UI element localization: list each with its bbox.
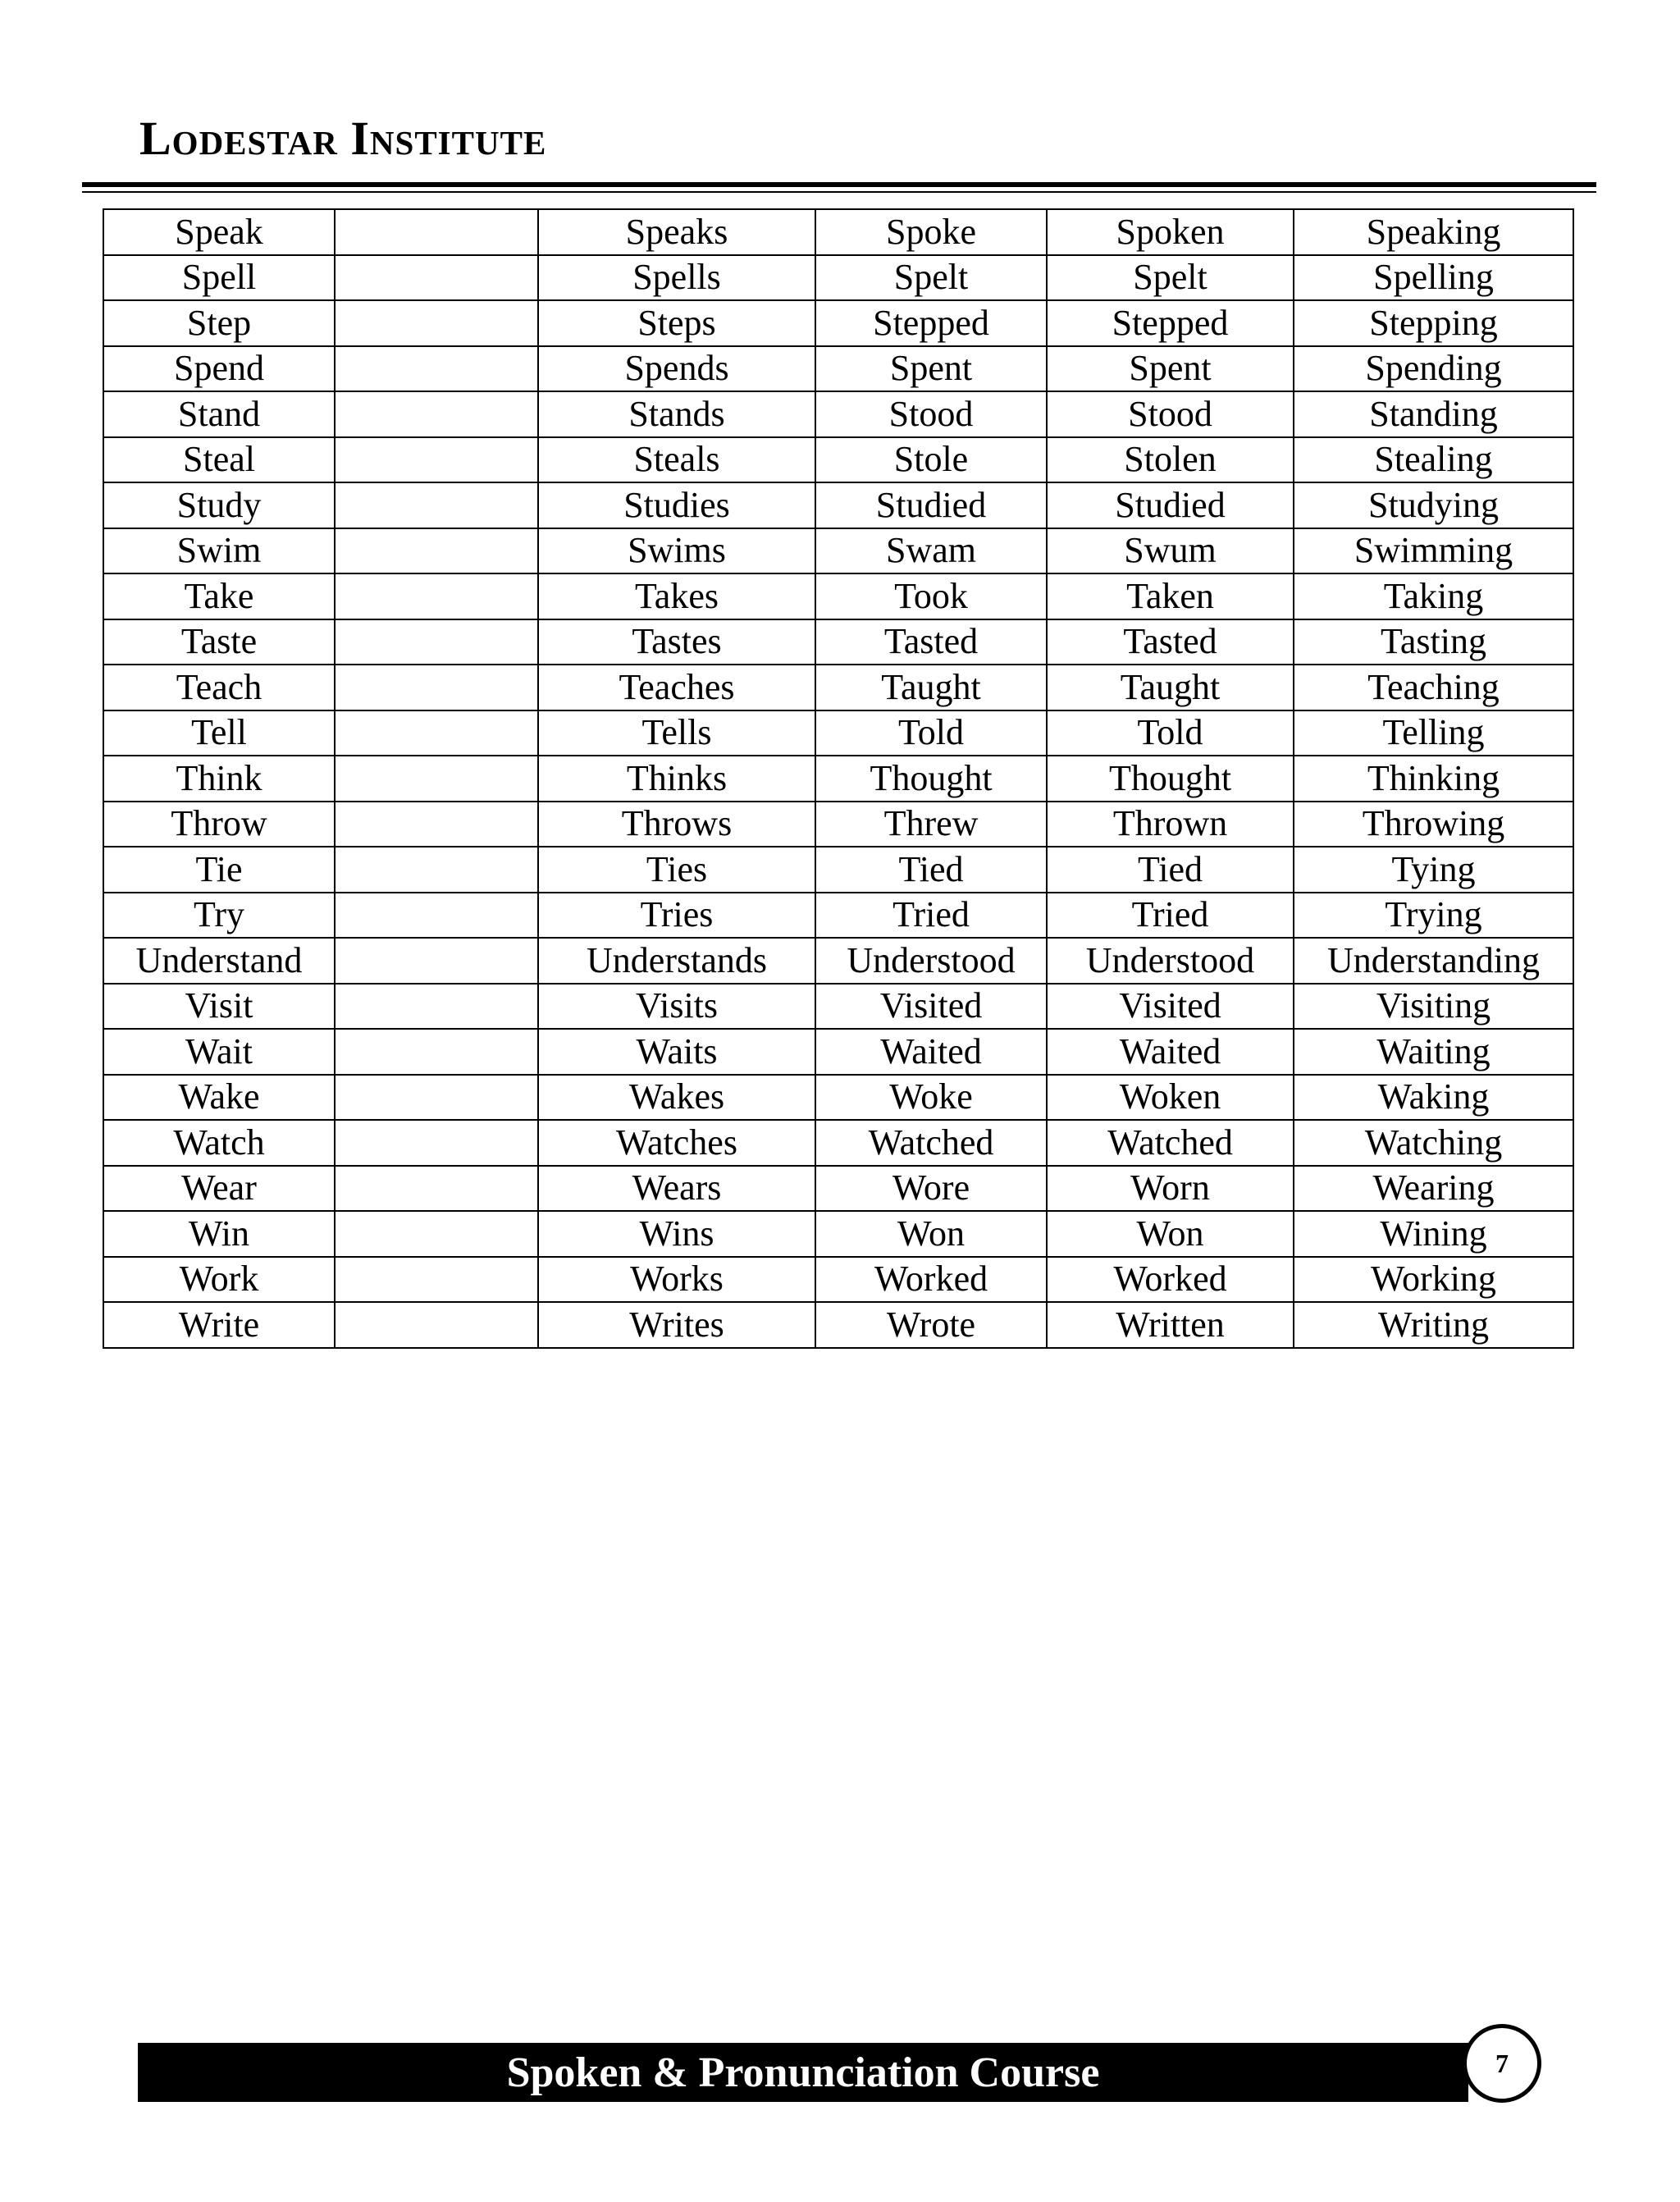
cell-base-form: Steal bbox=[103, 437, 335, 483]
table-row bbox=[103, 1211, 1573, 1257]
table-row bbox=[103, 710, 1573, 756]
cell-base-form: Visit bbox=[103, 984, 335, 1030]
cell-base-form: Watch bbox=[103, 1120, 335, 1166]
cell-present-participle: Stepping bbox=[1294, 300, 1573, 346]
cell-blank bbox=[335, 847, 538, 893]
cell-past-simple: Spelt bbox=[815, 255, 1047, 301]
page-number: 7 bbox=[1495, 2048, 1509, 2078]
cell-base-form: Speak bbox=[103, 209, 335, 255]
cell-past-participle: Spelt bbox=[1047, 255, 1294, 301]
table-row bbox=[103, 1029, 1573, 1075]
cell-past-participle: Thought bbox=[1047, 756, 1294, 802]
cell-third-person: Teaches bbox=[538, 665, 815, 710]
cell-past-simple: Stole bbox=[815, 437, 1047, 483]
table-row bbox=[103, 1120, 1573, 1166]
cell-base-form: Spell bbox=[103, 255, 335, 301]
cell-base-form: Stand bbox=[103, 391, 335, 437]
cell-base-form: Swim bbox=[103, 528, 335, 574]
cell-present-participle: Swimming bbox=[1294, 528, 1573, 574]
cell-past-participle: Visited bbox=[1047, 984, 1294, 1030]
cell-present-participle: Visiting bbox=[1294, 984, 1573, 1030]
cell-present-participle: Understanding bbox=[1294, 938, 1573, 984]
table-row bbox=[103, 893, 1573, 939]
cell-past-participle: Taught bbox=[1047, 665, 1294, 710]
cell-base-form: Understand bbox=[103, 938, 335, 984]
cell-third-person: Works bbox=[538, 1257, 815, 1303]
table-row bbox=[103, 437, 1573, 483]
cell-present-participle: Spelling bbox=[1294, 255, 1573, 301]
cell-past-participle: Stood bbox=[1047, 391, 1294, 437]
page-number-badge bbox=[1463, 2024, 1541, 2103]
cell-present-participle: Thinking bbox=[1294, 756, 1573, 802]
cell-base-form: Study bbox=[103, 482, 335, 528]
cell-third-person: Steals bbox=[538, 437, 815, 483]
cell-base-form: Think bbox=[103, 756, 335, 802]
cell-past-simple: Worked bbox=[815, 1257, 1047, 1303]
cell-past-simple: Understood bbox=[815, 938, 1047, 984]
cell-third-person: Tastes bbox=[538, 619, 815, 665]
cell-base-form: Tell bbox=[103, 710, 335, 756]
cell-present-participle: Spending bbox=[1294, 346, 1573, 392]
cell-base-form: Throw bbox=[103, 802, 335, 847]
cell-past-simple: Wrote bbox=[815, 1302, 1047, 1348]
table-row bbox=[103, 300, 1573, 346]
cell-past-participle: Watched bbox=[1047, 1120, 1294, 1166]
cell-third-person: Ties bbox=[538, 847, 815, 893]
cell-present-participle: Throwing bbox=[1294, 802, 1573, 847]
table-row bbox=[103, 984, 1573, 1030]
cell-blank bbox=[335, 1302, 538, 1348]
cell-third-person: Waits bbox=[538, 1029, 815, 1075]
cell-past-participle: Tried bbox=[1047, 893, 1294, 939]
cell-base-form: Teach bbox=[103, 665, 335, 710]
cell-past-simple: Watched bbox=[815, 1120, 1047, 1166]
table-row bbox=[103, 938, 1573, 984]
cell-third-person: Takes bbox=[538, 573, 815, 619]
cell-present-participle: Stealing bbox=[1294, 437, 1573, 483]
cell-past-simple: Threw bbox=[815, 802, 1047, 847]
cell-present-participle: Wining bbox=[1294, 1211, 1573, 1257]
cell-blank bbox=[335, 938, 538, 984]
cell-past-simple: Wore bbox=[815, 1166, 1047, 1212]
cell-past-participle: Woken bbox=[1047, 1075, 1294, 1121]
table-row bbox=[103, 528, 1573, 574]
verb-table-body bbox=[103, 209, 1573, 1348]
cell-past-participle: Waited bbox=[1047, 1029, 1294, 1075]
cell-past-participle: Tied bbox=[1047, 847, 1294, 893]
cell-blank bbox=[335, 1211, 538, 1257]
cell-past-simple: Took bbox=[815, 573, 1047, 619]
cell-third-person: Wears bbox=[538, 1166, 815, 1212]
cell-past-participle: Told bbox=[1047, 710, 1294, 756]
cell-present-participle: Working bbox=[1294, 1257, 1573, 1303]
cell-past-simple: Tasted bbox=[815, 619, 1047, 665]
cell-blank bbox=[335, 1166, 538, 1212]
cell-present-participle: Waking bbox=[1294, 1075, 1573, 1121]
cell-third-person: Swims bbox=[538, 528, 815, 574]
cell-past-simple: Taught bbox=[815, 665, 1047, 710]
cell-past-simple: Spent bbox=[815, 346, 1047, 392]
cell-past-participle: Tasted bbox=[1047, 619, 1294, 665]
cell-present-participle: Telling bbox=[1294, 710, 1573, 756]
table-row bbox=[103, 1302, 1573, 1348]
cell-blank bbox=[335, 209, 538, 255]
cell-past-simple: Waited bbox=[815, 1029, 1047, 1075]
cell-blank bbox=[335, 984, 538, 1030]
cell-past-participle: Won bbox=[1047, 1211, 1294, 1257]
cell-past-participle: Swum bbox=[1047, 528, 1294, 574]
cell-past-simple: Won bbox=[815, 1211, 1047, 1257]
cell-base-form: Work bbox=[103, 1257, 335, 1303]
cell-past-participle: Written bbox=[1047, 1302, 1294, 1348]
cell-present-participle: Teaching bbox=[1294, 665, 1573, 710]
cell-blank bbox=[335, 893, 538, 939]
cell-base-form: Step bbox=[103, 300, 335, 346]
cell-present-participle: Tying bbox=[1294, 847, 1573, 893]
footer-bar bbox=[138, 2043, 1468, 2102]
cell-third-person: Watches bbox=[538, 1120, 815, 1166]
cell-past-simple: Visited bbox=[815, 984, 1047, 1030]
table-row bbox=[103, 391, 1573, 437]
table-row bbox=[103, 209, 1573, 255]
table-row bbox=[103, 619, 1573, 665]
cell-past-simple: Swam bbox=[815, 528, 1047, 574]
cell-past-simple: Woke bbox=[815, 1075, 1047, 1121]
cell-base-form: Take bbox=[103, 573, 335, 619]
cell-blank bbox=[335, 1257, 538, 1303]
cell-past-participle: Understood bbox=[1047, 938, 1294, 984]
cell-present-participle: Trying bbox=[1294, 893, 1573, 939]
cell-past-simple: Studied bbox=[815, 482, 1047, 528]
cell-third-person: Stands bbox=[538, 391, 815, 437]
cell-third-person: Spells bbox=[538, 255, 815, 301]
cell-past-simple: Spoke bbox=[815, 209, 1047, 255]
cell-past-participle: Stepped bbox=[1047, 300, 1294, 346]
cell-past-simple: Tried bbox=[815, 893, 1047, 939]
table-row bbox=[103, 1257, 1573, 1303]
cell-blank bbox=[335, 300, 538, 346]
cell-present-participle: Writing bbox=[1294, 1302, 1573, 1348]
table-row bbox=[103, 756, 1573, 802]
course-title: Spoken & Pronunciation Course bbox=[506, 2049, 1100, 2096]
cell-present-participle: Watching bbox=[1294, 1120, 1573, 1166]
cell-third-person: Spends bbox=[538, 346, 815, 392]
table-row bbox=[103, 346, 1573, 392]
cell-present-participle: Tasting bbox=[1294, 619, 1573, 665]
cell-blank bbox=[335, 1075, 538, 1121]
cell-past-simple: Thought bbox=[815, 756, 1047, 802]
table-row bbox=[103, 573, 1573, 619]
cell-present-participle: Standing bbox=[1294, 391, 1573, 437]
cell-third-person: Studies bbox=[538, 482, 815, 528]
cell-base-form: Tie bbox=[103, 847, 335, 893]
cell-blank bbox=[335, 756, 538, 802]
cell-blank bbox=[335, 437, 538, 483]
cell-base-form: Wake bbox=[103, 1075, 335, 1121]
cell-past-participle: Thrown bbox=[1047, 802, 1294, 847]
cell-blank bbox=[335, 528, 538, 574]
cell-blank bbox=[335, 482, 538, 528]
cell-present-participle: Taking bbox=[1294, 573, 1573, 619]
table-row bbox=[103, 255, 1573, 301]
cell-base-form: Wear bbox=[103, 1166, 335, 1212]
cell-past-participle: Stolen bbox=[1047, 437, 1294, 483]
cell-past-participle: Worn bbox=[1047, 1166, 1294, 1212]
cell-present-participle: Speaking bbox=[1294, 209, 1573, 255]
cell-third-person: Wins bbox=[538, 1211, 815, 1257]
cell-blank bbox=[335, 619, 538, 665]
cell-third-person: Writes bbox=[538, 1302, 815, 1348]
verb-forms-table bbox=[103, 208, 1574, 1349]
cell-base-form: Win bbox=[103, 1211, 335, 1257]
cell-blank bbox=[335, 346, 538, 392]
cell-past-participle: Taken bbox=[1047, 573, 1294, 619]
cell-base-form: Try bbox=[103, 893, 335, 939]
cell-blank bbox=[335, 255, 538, 301]
cell-blank bbox=[335, 391, 538, 437]
cell-third-person: Tries bbox=[538, 893, 815, 939]
cell-present-participle: Waiting bbox=[1294, 1029, 1573, 1075]
table-row bbox=[103, 802, 1573, 847]
cell-blank bbox=[335, 802, 538, 847]
header-rule-thick bbox=[82, 182, 1596, 187]
cell-base-form: Spend bbox=[103, 346, 335, 392]
cell-third-person: Wakes bbox=[538, 1075, 815, 1121]
cell-third-person: Thinks bbox=[538, 756, 815, 802]
cell-past-participle: Spent bbox=[1047, 346, 1294, 392]
cell-third-person: Steps bbox=[538, 300, 815, 346]
cell-present-participle: Studying bbox=[1294, 482, 1573, 528]
cell-blank bbox=[335, 1120, 538, 1166]
cell-blank bbox=[335, 573, 538, 619]
cell-past-simple: Tied bbox=[815, 847, 1047, 893]
table-row bbox=[103, 847, 1573, 893]
cell-present-participle: Wearing bbox=[1294, 1166, 1573, 1212]
cell-past-simple: Told bbox=[815, 710, 1047, 756]
cell-third-person: Tells bbox=[538, 710, 815, 756]
table-row bbox=[103, 1075, 1573, 1121]
table-row bbox=[103, 665, 1573, 710]
cell-blank bbox=[335, 665, 538, 710]
cell-base-form: Taste bbox=[103, 619, 335, 665]
cell-past-simple: Stepped bbox=[815, 300, 1047, 346]
cell-third-person: Understands bbox=[538, 938, 815, 984]
cell-past-participle: Worked bbox=[1047, 1257, 1294, 1303]
cell-base-form: Write bbox=[103, 1302, 335, 1348]
table-row bbox=[103, 1166, 1573, 1212]
cell-past-participle: Spoken bbox=[1047, 209, 1294, 255]
header-rule-thin bbox=[82, 191, 1596, 193]
page-header-title: Lodestar Institute bbox=[139, 112, 547, 165]
cell-blank bbox=[335, 1029, 538, 1075]
cell-base-form: Wait bbox=[103, 1029, 335, 1075]
cell-past-participle: Studied bbox=[1047, 482, 1294, 528]
cell-past-simple: Stood bbox=[815, 391, 1047, 437]
cell-third-person: Speaks bbox=[538, 209, 815, 255]
cell-third-person: Throws bbox=[538, 802, 815, 847]
table-row bbox=[103, 482, 1573, 528]
cell-blank bbox=[335, 710, 538, 756]
cell-third-person: Visits bbox=[538, 984, 815, 1030]
